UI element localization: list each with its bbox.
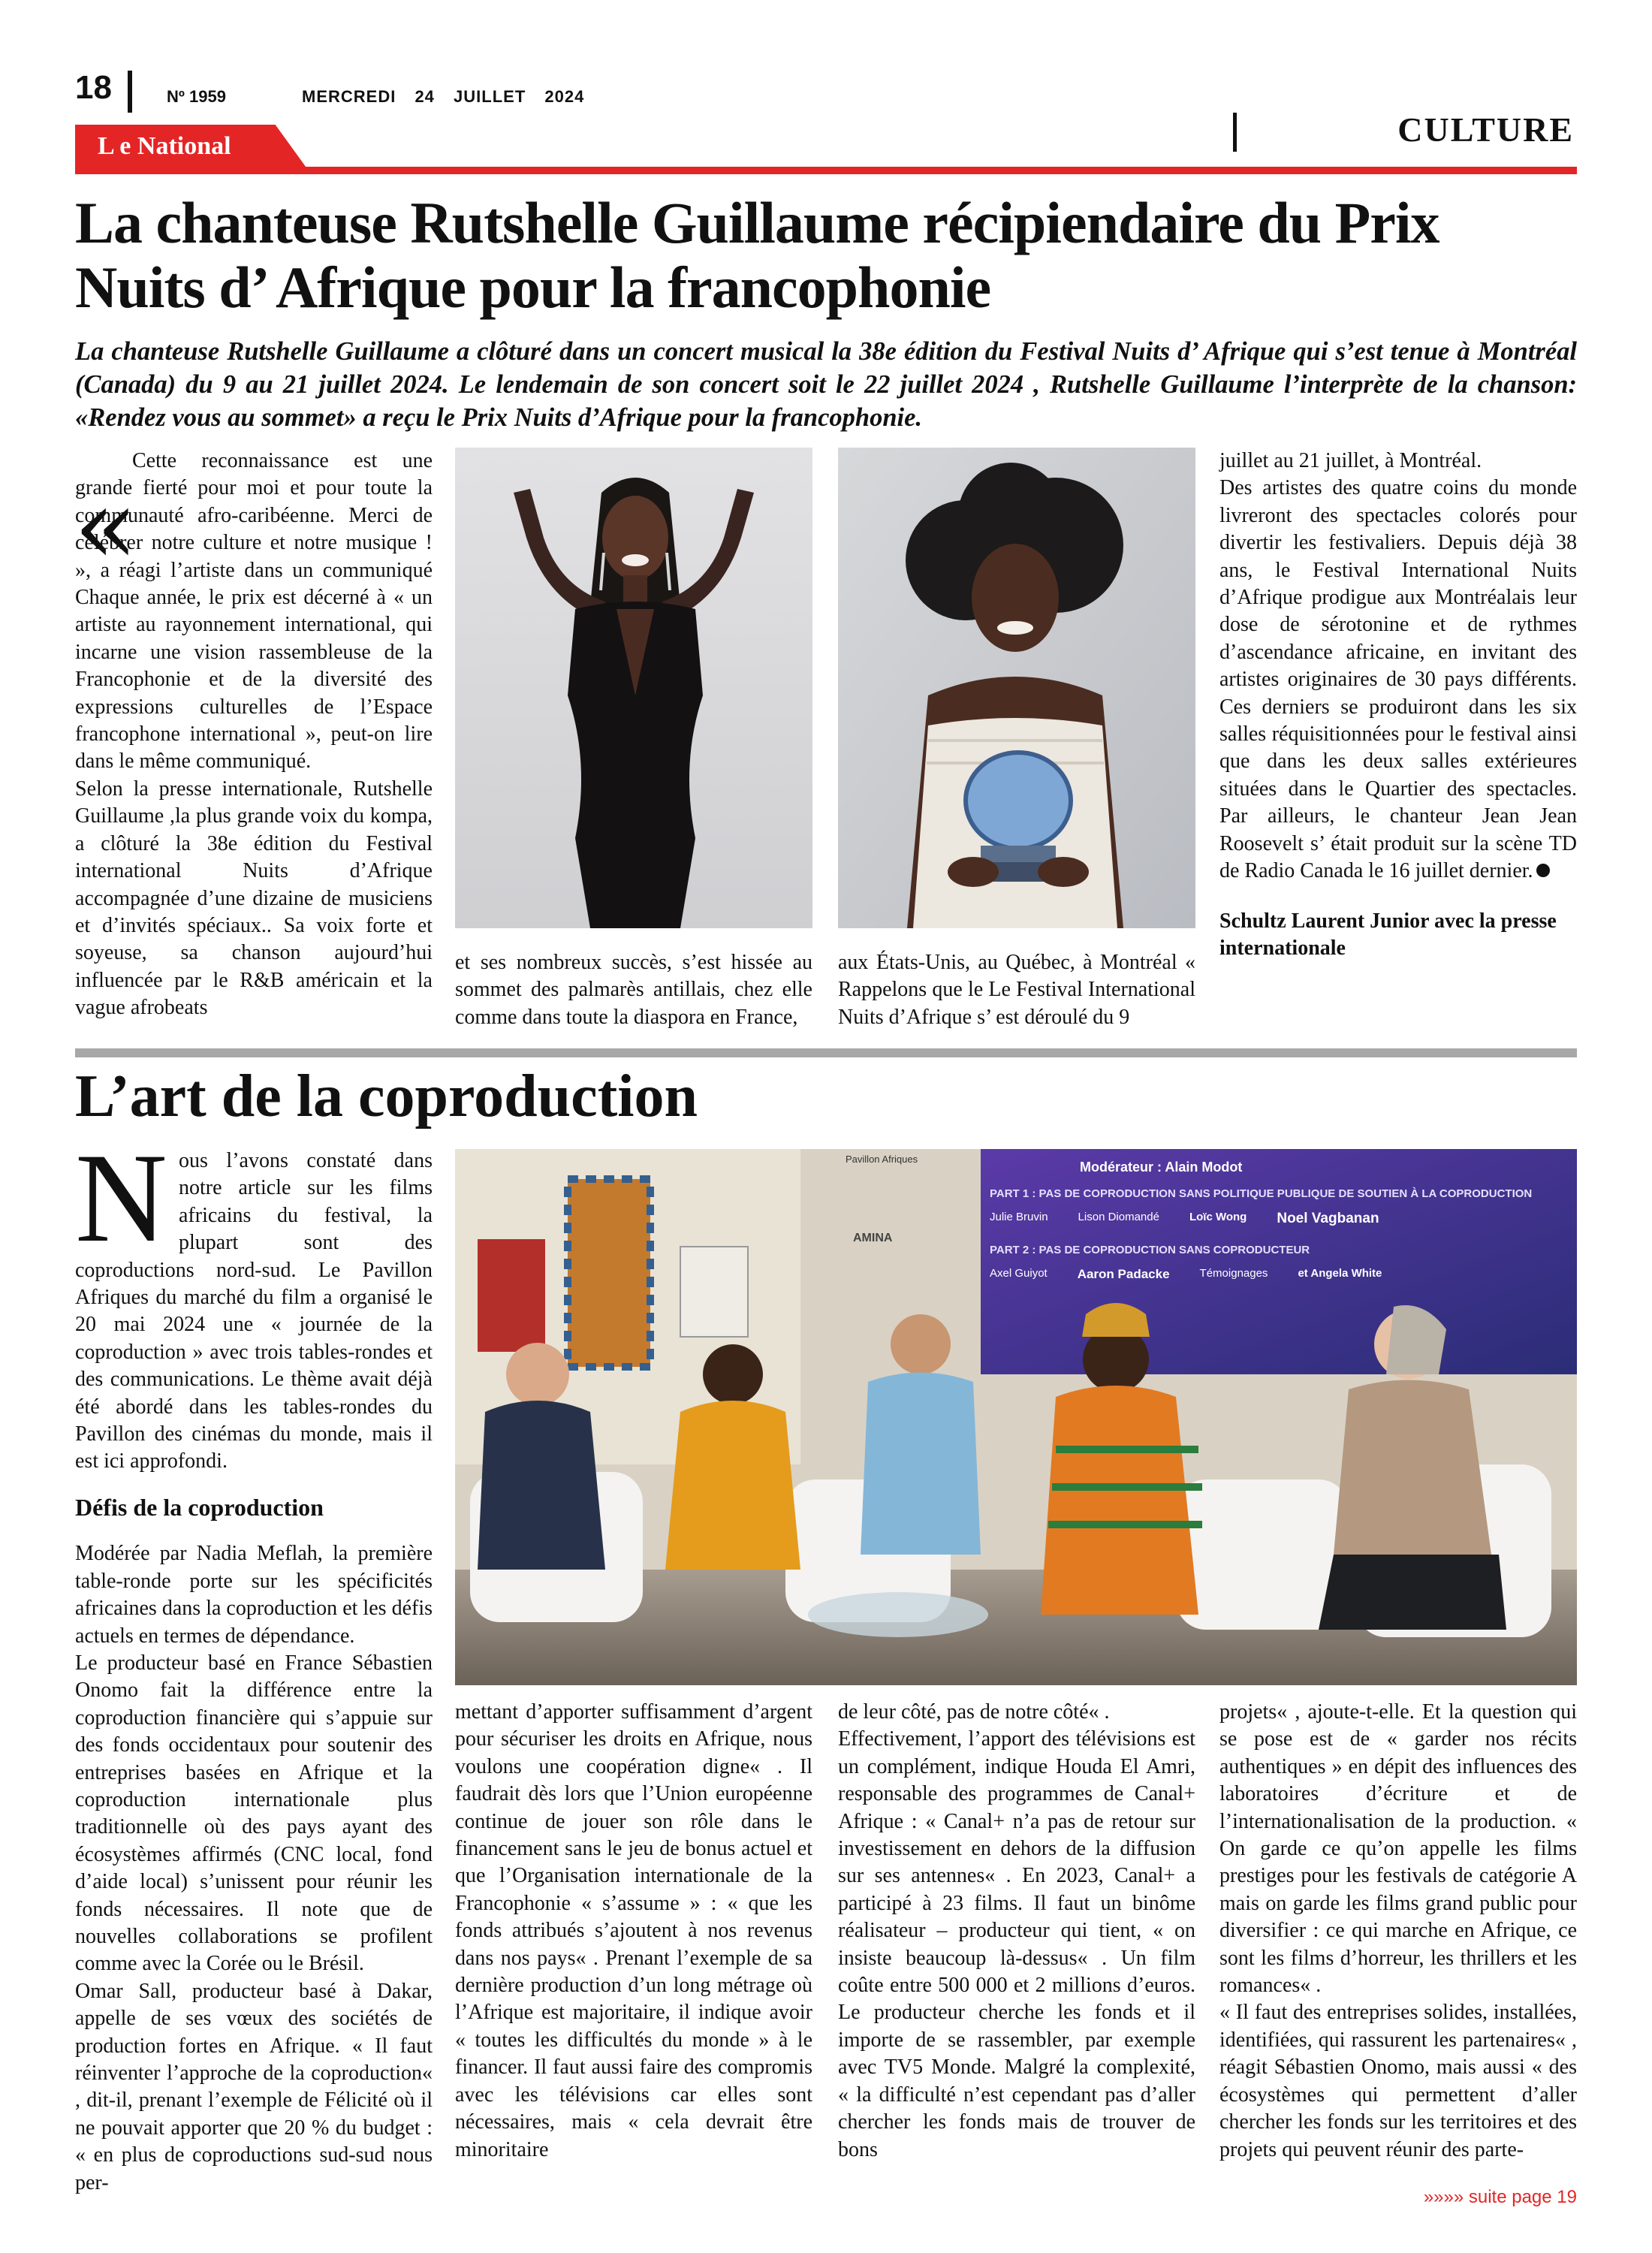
pavilion-sign: Pavillon Afriques [846,1154,918,1165]
photo-singer-black-dress [455,448,812,928]
photo-singer-with-award [838,448,1195,928]
article2-headline: L’art de la coproduction [75,1063,698,1130]
panel-name: Axel Guiyot [990,1267,1048,1280]
panel-screen-text [990,1160,1568,1282]
panel-name: Julie Bruvin [990,1211,1048,1223]
panel-name: et Angela White [1298,1267,1382,1280]
panel-name: Loïc Wong [1189,1211,1247,1223]
dropcap-space [75,1148,179,1256]
pavilion-badge: AMINA [853,1232,893,1244]
panel-part1: PART 1 : PAS DE COPRODUCTION SANS POLITIQUE PUBLIQUE DE SOUTIEN À LA COPRODUCTION [990,1187,1533,1200]
end-of-article-icon [1536,864,1550,877]
page-number-divider [128,71,132,113]
article1-lead: La chanteuse Rutshelle Guillaume a clôturé dans un concert musical la 38e édition du Festival Nuits d’ Afrique qui s’est tenue à Montréal (Canada) du 9 au 21 juillet 2024. Le lendemain de son concert soit le 22 juillet 2024 , Rutshelle Guillaume l’interprète de la chanson: «Rendez vous au sommet» a reçu le Prix Nuits d’Afrique pour la francophonie. [75,337,1577,432]
panel-names-row1 [990,1211,1568,1227]
article2-column-2 [455,1699,812,2164]
article1-col4-p2-text: Des artistes des quatre coins du monde livreront des spectacles colorés pour divertir les festivaliers. Depuis déjà 38 ans, le Festival International Nuits d’Afrique prodigue aux Montréalais leur dose de sérotonine et de rythmes d’ascendance africaine, en invitant des artistes originaires de 30 pays différents. Ces derniers se produiront dans les six salles réquisitionnées pour le festival ainsi que dans les deux salles extérieures situées dans le Quartier des spectacles. Par ailleurs, le chanteur Jean Jean Roosevelt s’ était produit sur la scène TD de Radio Canada le 16 juillet dernier. [1219,476,1577,883]
article2-column-3 [838,1699,1195,2164]
article1-col4-p1: juillet au 21 juillet, à Montréal. [1219,449,1482,472]
photo-panel-discussion [455,1149,1577,1685]
article-divider [75,1048,1577,1057]
continued-on-page: »»»» suite page 19 [1423,2187,1577,2207]
issue-number: Nº 1959 [167,87,226,106]
article2-column-1 [75,1148,433,2197]
article2-col1-p1 [75,1148,433,1476]
panel-moderator: Modérateur : Alain Modot [1080,1160,1243,1175]
quote-mark: « [74,466,138,588]
article2-col4-p2: « Il faut des entreprises solides, installées, identifiées, qui rassurent les partenaires« , réagit Sébastien Onomo, mais aussi « des écosystèmes qui permettent d’aller chercher les fonds sur les territoires et des projets qui peuvent réunir des parte- [1219,2001,1577,2161]
section-title: CULTURE [1397,110,1574,149]
article1-column-3 [838,949,1195,1031]
page-number: 18 [75,69,112,106]
article1-headline: La chanteuse Rutshelle Guillaume récipiendaire du Prix Nuits d’ Afrique pour la francophonie [75,190,1439,320]
photo-singer-with-award-illustration [838,448,1195,928]
panel-names-row2 [990,1267,1568,1282]
article2-col1-p1-text: ous l’avons constaté dans notre article sur les films africains du festival, la plupart sont des coproductions nord-sud. Le Pavillon Afriques du marché du film a organisé le 20 mai 2024 une « journée de la coproduction » avec trois tables-rondes et des communications. Le thème avait déjà été abordé dans les tables-rondes du Pavillon des cinémas du monde, mais il est ici approfondi. [75,1149,433,1473]
article1-col1-p1 [75,448,433,776]
article2-col3-p1: de leur côté, pas de notre côté« . [838,1700,1110,1724]
panel-name: Aaron Padacke [1077,1267,1170,1281]
article1-column-1 [75,448,433,1022]
panel-part2: PART 2 : PAS DE COPRODUCTION SANS COPRODUCTEUR [990,1244,1310,1256]
header-rule [75,167,1577,174]
section-divider [1233,113,1237,152]
article2-col3-p2: Effectivement, l’apport des télévisions est un complément, indique Houda El Amri, responsable des programmes de Canal+ Afrique : « Canal+ n’a pas de retour sur investissement en dehors de la diffusion sur ses antennes« . En 2023, Canal+ a participé à 23 films. Il faut un binôme réalisateur – producteur qui tient, « on insiste beaucoup là-dessus« . Un film coûte entre 500 000 et 2 millions d’euros. Le producteur cherche les fonds et il importe de se rassembler, par exemple avec TV5 Monde. Malgré la complexité, « la difficulté n’est cependant pas d’aller chercher les fonds mais de trouver de bons [838,1727,1195,2161]
issue-date: MERCREDI 24 JUILLET 2024 [302,87,585,106]
article2-column-4 [1219,1699,1577,2164]
article1-col2-text: et ses nombreux succès, s’est hissée au sommet des palmarès antillais, chez elle comme dans toute la diaspora en France, [455,951,812,1029]
article2-col1-p3: Le producteur basé en France Sébastien Onomo fait la différence entre la coproduction financière qui s’appuie sur des fonds occidentaux pour soutenir des entreprises basées en Afrique et la coproduction internationale plus traditionnelle où des pays ayant des écosystèmes affirmés (CNC local, fond d’aide local) s’unissent pour réunir les fonds nécessaires. Il note que de nouvelles collaborations se profilent comme avec la Corée ou le Brésil. [75,1651,433,1976]
article2-subheading: Défis de la coproduction [75,1493,324,1521]
article2-col1-p2: Modérée par Nadia Meflah, la première table-ronde porte sur les spécificités africaines dans la coproduction et les défis actuels en termes de dépendance. [75,1542,433,1648]
article1-col3-text: aux États-Unis, au Québec, à Montréal « Rappelons que le Le Festival International Nuits d’Afrique s’ est déroulé du 9 [838,951,1195,1029]
article1-column-4 [1219,448,1577,962]
article1-col4-p2 [1219,475,1577,885]
photo-singer-black-dress-illustration [455,448,812,928]
brand-logo: L e National [98,132,231,160]
article1-col1-p1-text: Cette reconnaissance est une grande fierté pour moi et pour toute la communauté afro-caribéenne. Merci de célébrer notre culture et notre musique ! », a réagi l’artiste dans un communiqué Chaque année, le prix est décerné à « un artiste au rayonnement international, qui incarne une vision rassembleuse de la Francophonie et de la diversité des expressions culturelles de l’Espace francophone international », peut-on lire dans le même communiqué. [75,449,433,774]
article1-col1-p2: Selon la presse internationale, Rutshelle Guillaume ,la plus grande voix du kompa, a clôturé la 38e édition du Festival international Nuits d’Afrique accompagnée d’une dizaine de musiciens et d’invités spéciaux.. Sa voix forte et soyeuse, sa chanson aujourd’hui influencée par le R&B américain et la vague afrobeats [75,777,433,1020]
article2-col1-p4: Omar Sall, producteur basé à Dakar, appelle de ses vœux des sociétés de production fortes en Afrique. « Il faut réinventer l’approche de la coproduction« , dit-il, prenant l’exemple de Félicité où il ne pouvait apporter que 20 % du budget : « en plus de coproductions sud-sud nous per- [75,1979,433,2194]
panel-name: Lison Diomandé [1078,1211,1159,1223]
article1-column-2 [455,949,812,1031]
panel-name: Noel Vagbanan [1277,1211,1379,1226]
article2-dropcap: N [75,1127,167,1268]
article2-col4-p1: projets« , ajoute-t-elle. Et la question qui se pose est de « garder nos récits authentiques » en dépit des influences des laboratoires d’écriture et de l’internationalisation de la production. « On garde ce qu’on appelle les films prestiges pour les festivals de catégorie A mais on garde les films grand public pour diversifier : ce qui marche en Afrique, ce sont les films d’horreur, les thrillers et les romances« . [1219,1700,1577,1998]
article2-col2-text: mettant d’apporter suffisamment d’argent pour sécuriser les droits en Afrique, nous voulons une coopération digne« . Il faudrait dès lors que l’Union européenne continue de jouer son rôle dans le financement sans le jeu de bonus actuel et que l’Organisation internationale de la Francophonie « s’assume » : « que les fonds attribués s’ajoutent à nos revenus dans nos pays« . Prenant l’exemple de sa dernière production d’un long métrage où l’Afrique est majoritaire, il indique avoir « toutes les difficultés du monde » à le financer. Il faut aussi faire des compromis avec les télévisions car elles sont nécessaires, mais « cela devrait être minoritaire [455,1700,812,2161]
panel-name: Témoignages [1199,1267,1268,1280]
article1-signature: Schultz Laurent Junior avec la presse internationale [1219,909,1557,960]
